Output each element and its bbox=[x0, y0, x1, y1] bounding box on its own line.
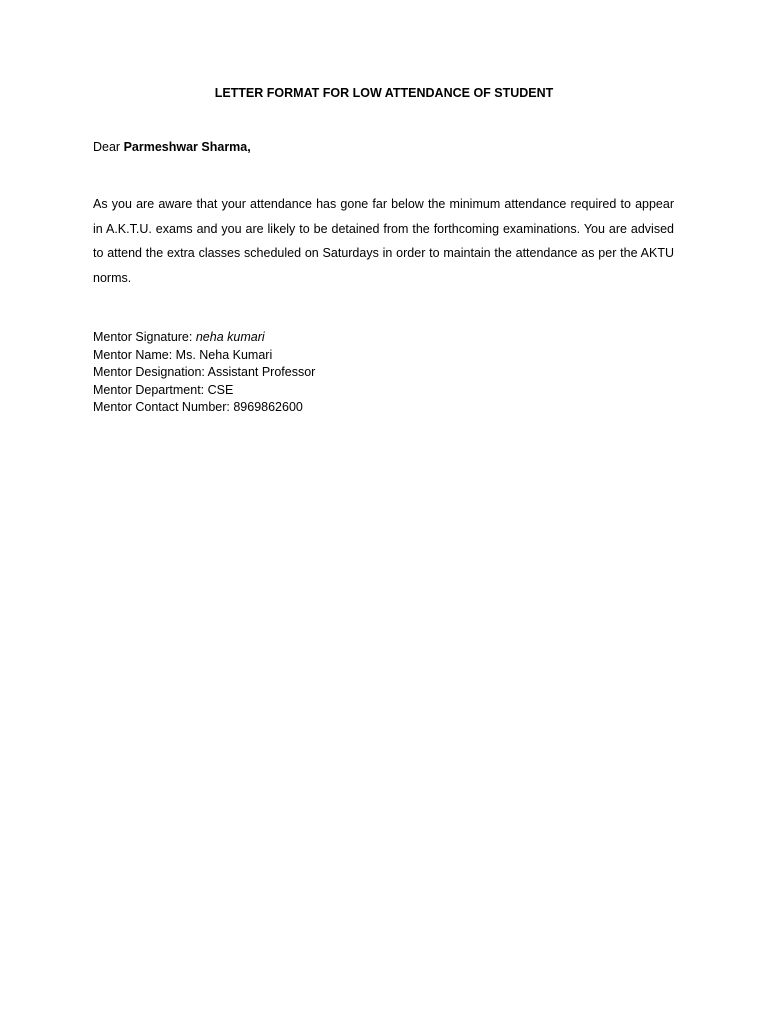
mentor-contact-label: Mentor Contact Number: bbox=[93, 400, 234, 415]
mentor-department: CSE bbox=[207, 382, 234, 397]
mentor-name-line bbox=[93, 347, 315, 365]
greeting bbox=[93, 140, 251, 154]
mentor-contact-number: 8969862600 bbox=[233, 400, 303, 415]
letter-title: LETTER FORMAT FOR LOW ATTENDANCE OF STUDENT bbox=[214, 86, 554, 100]
mentor-department-line bbox=[93, 382, 315, 400]
recipient-name: Parmeshwar Sharma, bbox=[123, 140, 251, 154]
mentor-designation-line bbox=[93, 364, 315, 382]
letter-body: As you are aware that your attendance has gone far below the minimum attendance required to appear in A.K.T.U. exams and you are likely to be detained from the forthcoming examinations. You are advised to attend the extra classes scheduled on Saturdays in order to maintain the attendance as per the AKTU norms. bbox=[93, 197, 674, 285]
mentor-name-label: Mentor Name: bbox=[93, 347, 176, 362]
mentor-name: Ms. Neha Kumari bbox=[175, 347, 273, 362]
mentor-department-label: Mentor Department: bbox=[93, 382, 208, 397]
greeting-prefix: Dear bbox=[93, 140, 124, 154]
mentor-designation-label: Mentor Designation: bbox=[93, 365, 208, 380]
mentor-contact-line bbox=[93, 399, 315, 417]
mentor-signature: neha kumari bbox=[195, 330, 265, 344]
mentor-designation: Assistant Professor bbox=[207, 365, 316, 380]
mentor-signature-label: Mentor Signature: bbox=[93, 330, 196, 344]
mentor-signature-line bbox=[93, 329, 315, 347]
mentor-details bbox=[93, 329, 315, 417]
